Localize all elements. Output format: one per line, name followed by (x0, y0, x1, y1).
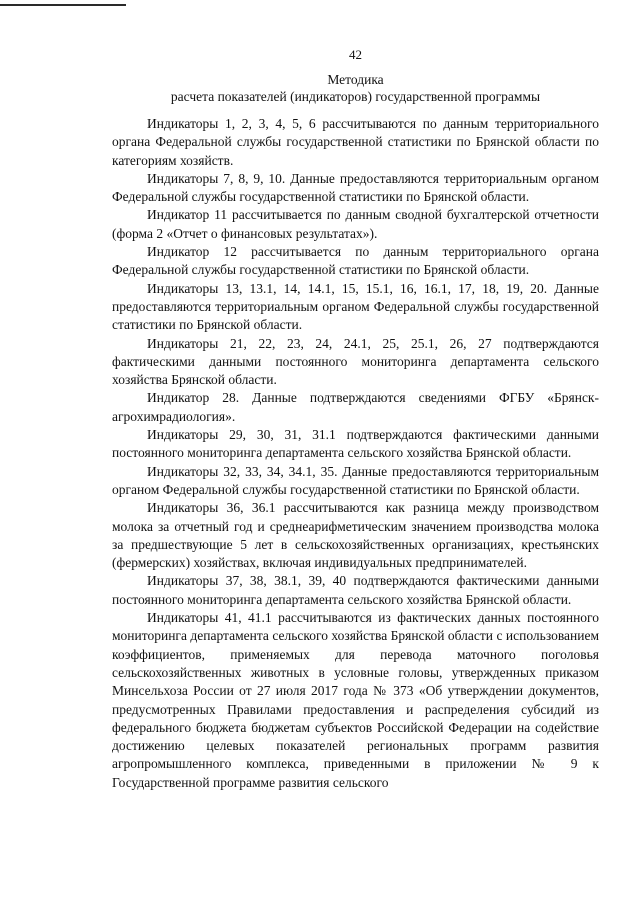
paragraph-indicator-11: Индикатор 11 рассчитывается по данным сводной бухгалтерской отчетности (форма 2 «Отчет о финансовых результатах»). (112, 207, 599, 241)
paragraph-indicators-41: Индикаторы 41, 41.1 рассчитываются из фактических данных постоянного мониторинга департамента сельского хозяйства Брянской области с использованием коэффициентов, применяемых для перевода маточного поголовья сельскохозяйственных животных в условные головы, утвержденных приказом Минсельхоза России от 27 июля 2017 года № 373 «Об утверждении документов, предусмотренных Правилами предоставления и распределения субсидий из федерального бюджета бюджетам субъектов Российской Федерации на содействие достижению целевых показателей региональных программ развития агропромышленного комплекса, приведенными в приложении № 9 к Государственной программе развития сельского (112, 610, 599, 790)
page-number: 42 (349, 47, 362, 62)
paragraph-indicators-7-10: Индикаторы 7, 8, 9, 10. Данные предоставляются территориальным органом Федеральной службы государственной статистики по Брянской области. (112, 170, 599, 205)
paragraph-indicators-13-20: Индикаторы 13, 13.1, 14, 14.1, 15, 15.1, 16, 16.1, 17, 18, 19, 20. Данные предоставляются территориальным органом Федеральной службы государственной статистики по Брянской области. (112, 280, 599, 333)
paragraph-indicators-37-40: Индикаторы 37, 38, 38.1, 39, 40 подтверждаются фактическими данными постоянного мониторинга департамента сельского хозяйства Брянской области. (112, 573, 599, 607)
paragraph-indicators-32-35: Индикаторы 32, 33, 34, 34.1, 35. Данные предоставляются территориальным органом Федеральной службы государственной статистики по Брянской области. (112, 463, 599, 497)
paragraph-indicators-29-31: Индикаторы 29, 30, 31, 31.1 подтверждаются фактическими данными постоянного мониторинга департамента сельского хозяйства Брянской области. (112, 427, 599, 461)
document-title: Методика (327, 72, 384, 87)
paragraph-indicator-12: Индикатор 12 рассчитывается по данным территориального органа Федеральной службы государственной статистики по Брянской области. (112, 244, 599, 278)
paragraph-indicator-28: Индикатор 28. Данные подтверждаются сведениями ФГБУ «Брянскагрохимрадиология». (112, 390, 599, 424)
paragraph-indicators-21-27: Индикаторы 21, 22, 23, 24, 24.1, 25, 25.1, 26, 27 подтверждаются фактическими данными постоянного мониторинга департамента сельского хозяйства Брянской области. (112, 335, 599, 388)
paragraph-indicators-36: Индикаторы 36, 36.1 рассчитываются как разница между производством молока за отчетный год и среднеарифметическим значением производства молока за предшествующие 5 лет в сельскохозяйственных организациях, крестьянских (фермерских) хозяйствах, включая индивидуальных предпринимателей. (112, 500, 599, 571)
scan-edge-line (0, 4, 126, 6)
document-subtitle: расчета показателей (индикаторов) государственной программы (170, 89, 541, 104)
paragraph-indicators-1-6: Индикаторы 1, 2, 3, 4, 5, 6 рассчитываются по данным территориального органа Федеральной службы государственной статистики по Брянской области по категориям хозяйств. (112, 116, 599, 168)
document-page (112, 46, 599, 792)
